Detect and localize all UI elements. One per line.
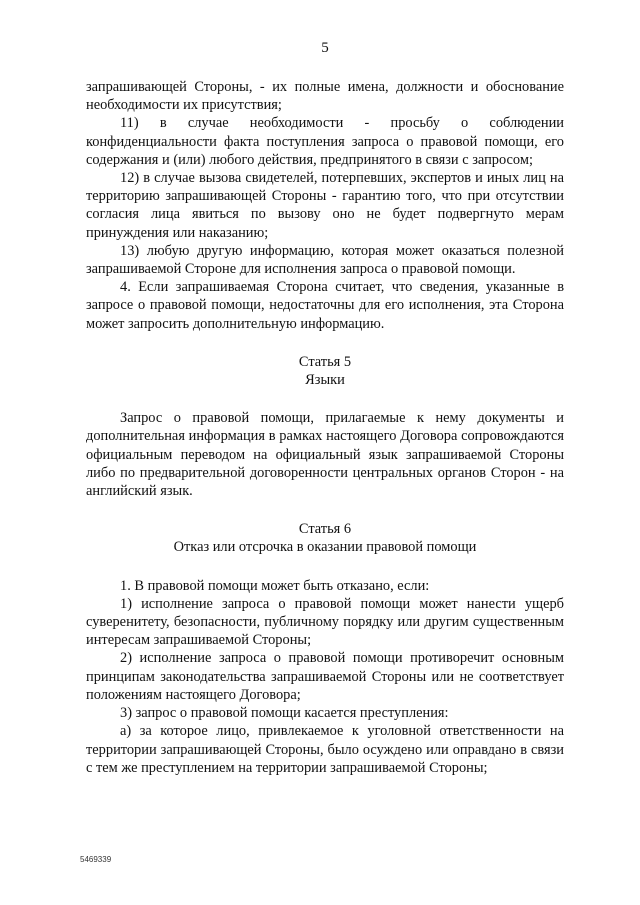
article-5-number: Статья 5	[298, 353, 352, 370]
article-6-item-3: 3) запрос о правовой помощи касается преступления:	[120, 705, 449, 722]
article-6-item-1: 1) исполнение запроса о правовой помощи может нанести ущерб суверенитету, безопасности, публичному порядку или другим существенным интересам запрашиваемой Стороны;	[86, 595, 564, 649]
document-code: 5469339	[80, 855, 112, 864]
spacer	[86, 333, 564, 353]
spacer	[86, 389, 564, 409]
document-body	[86, 78, 564, 777]
article-6-title: Отказ или отсрочка в оказании правовой помощи	[173, 539, 477, 556]
paragraph-continuation: запрашивающей Стороны, - их полные имена, должности и обоснование необходимости их присутствия;	[86, 79, 564, 114]
paragraph-item-11: 11) в случае необходимости - просьбу о соблюдении конфиденциальности факта поступления запроса о правовой помощи, его содержания и (или) любого действия, предпринятого в связи с запросом;	[86, 115, 564, 168]
article-6-item-2: 2) исполнение запроса о правовой помощи противоречит основным принципам законодательства запрашиваемой Стороны или не соответствует положениям настоящего Договора;	[86, 650, 564, 703]
page-number: 5	[321, 40, 329, 56]
paragraph-item-13: 13) любую другую информацию, которая может оказаться полезной запрашиваемой Стороне для исполнения запроса о правовой помощи.	[86, 242, 564, 278]
spacer	[86, 557, 564, 577]
spacer	[86, 500, 564, 520]
article-6-paragraph-1: 1. В правовой помощи может быть отказано, если:	[120, 577, 430, 594]
article-6-number: Статья 6	[298, 521, 352, 538]
article-5-text: Запрос о правовой помощи, прилагаемые к нему документы и дополнительная информация в рамках настоящего Договора сопровождаются официальным переводом на официальный язык запрашиваемой Стороны либо по предварительной договоренности центральных органов Сторон - на английский язык.	[86, 410, 564, 500]
paragraph-item-4: 4. Если запрашиваемая Сторона считает, что сведения, указанные в запросе о правовой помощи, недостаточны для его исполнения, эта Сторона может запросить дополнительную информацию.	[86, 279, 564, 332]
article-6-item-3a: а) за которое лицо, привлекаемое к уголовной ответственности на территории запрашивающей Стороны, было осуждено или оправдано в связи с тем же преступлением на территории запрашиваемой Стороны;	[86, 723, 564, 776]
paragraph-item-12: 12) в случае вызова свидетелей, потерпевших, экспертов и иных лиц на территорию запрашивающей Стороны - гарантию того, что при отсутствии согласия лица явиться по вызову оно не будет подвергнуто мерам принуждения или наказанию;	[86, 170, 564, 241]
article-5-title: Языки	[305, 372, 345, 389]
